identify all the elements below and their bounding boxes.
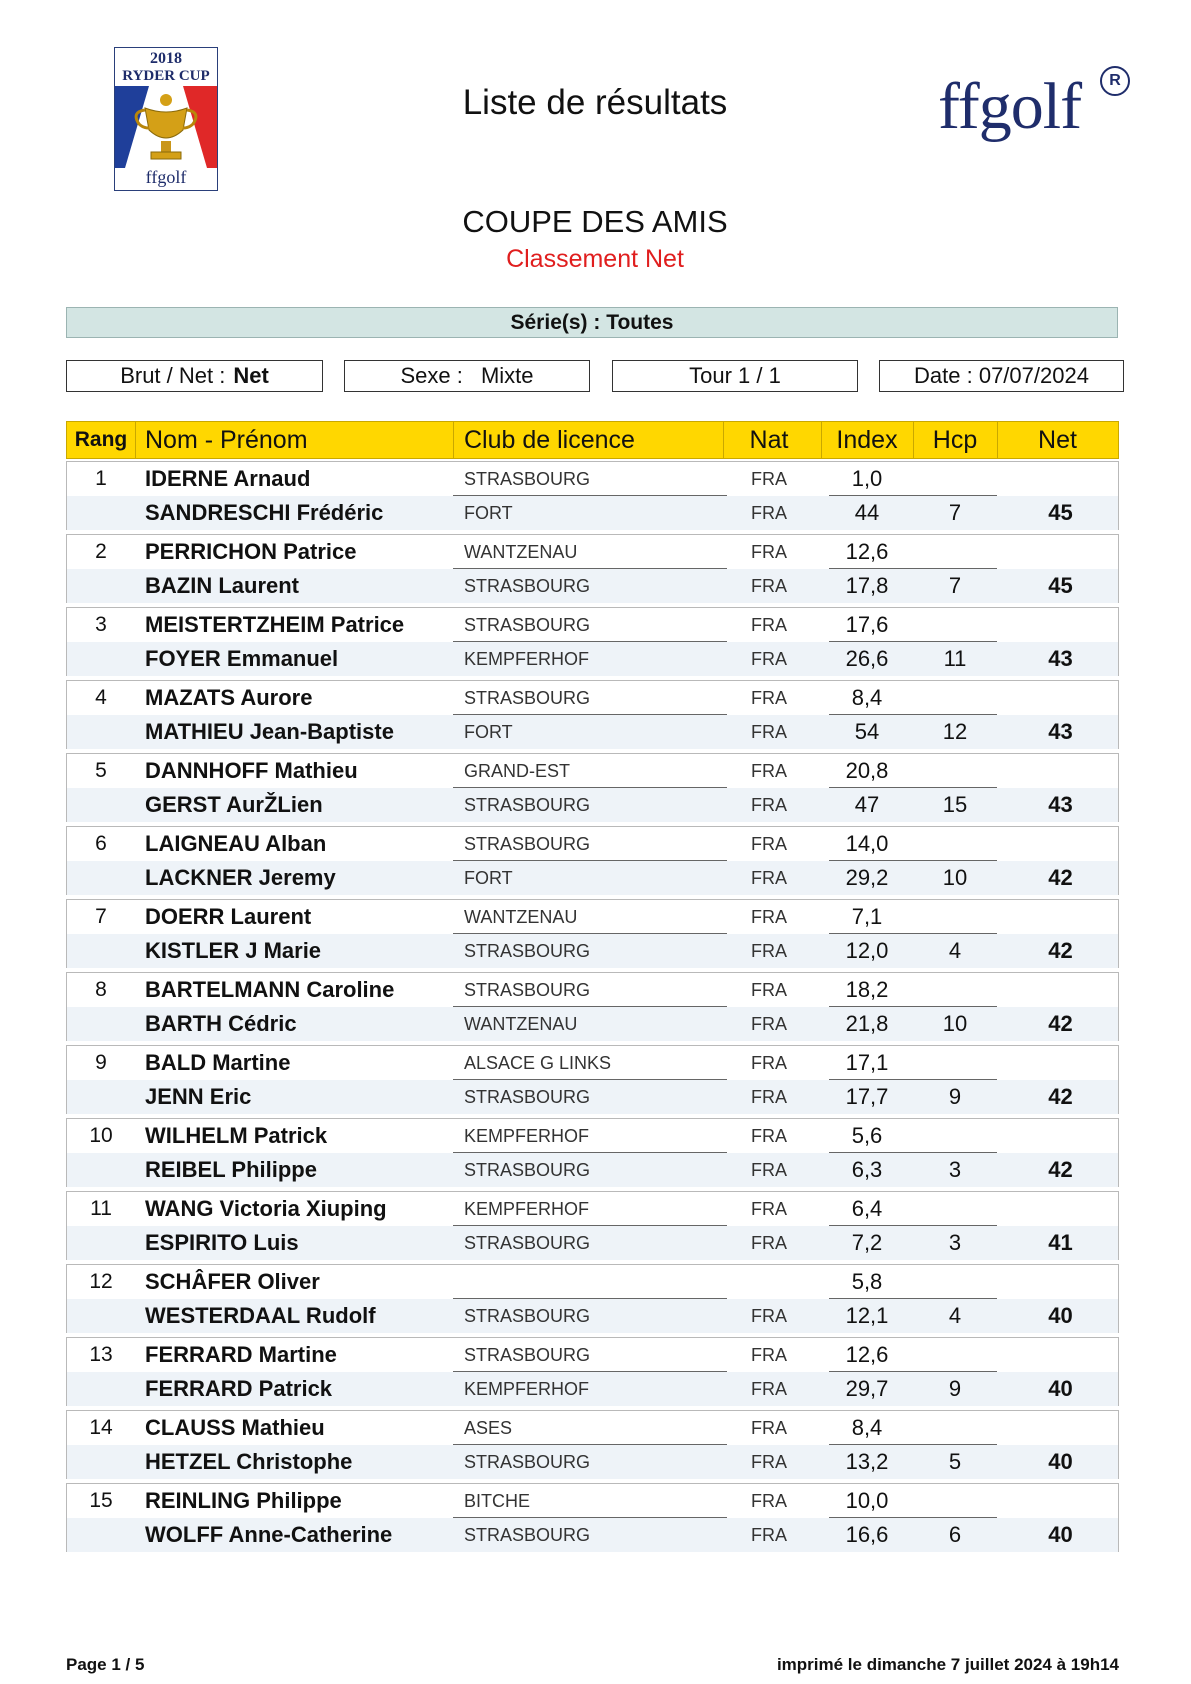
cell-index: 26,6 (845, 646, 889, 671)
cell-club: KEMPFERHOF (464, 649, 590, 669)
cell-rang: 14 (89, 1416, 113, 1439)
table-row (67, 754, 1118, 788)
cell-nat: FRA (751, 1379, 787, 1399)
cell-club: KEMPFERHOF (464, 1126, 590, 1146)
filter-sexe (344, 360, 590, 392)
result-group (66, 461, 1119, 530)
cell-player-name: SANDRESCHI Frédéric (145, 500, 384, 525)
cell-net: 43 (1048, 719, 1073, 744)
cell-rang: 13 (89, 1343, 113, 1366)
cell-nat: FRA (751, 1525, 787, 1545)
cell-club: FORT (464, 868, 513, 888)
cell-club: STRASBOURG (464, 1452, 591, 1472)
cell-net: 43 (1048, 646, 1073, 671)
cell-player-name: CLAUSS Mathieu (145, 1415, 325, 1440)
cell-index: 7,2 (851, 1230, 883, 1255)
cell-nat: FRA (751, 980, 787, 1000)
cell-rang: 1 (95, 467, 107, 490)
cell-net: 40 (1048, 1522, 1073, 1547)
table-row (67, 1518, 1118, 1552)
table-row (67, 1411, 1118, 1445)
cell-club: WANTZENAU (464, 1014, 578, 1034)
cell-player-name: SCHÂFER Oliver (145, 1269, 320, 1294)
filter-sexe-label: Sexe : (400, 363, 463, 388)
cell-rang: 11 (90, 1197, 112, 1220)
cell-net: 40 (1048, 1449, 1073, 1474)
table-row (67, 861, 1118, 895)
cell-index: 12,0 (845, 938, 889, 963)
cell-club: KEMPFERHOF (464, 1379, 590, 1399)
table-header (66, 421, 1119, 459)
cell-nat: FRA (751, 1345, 787, 1365)
cell-player-name: BALD Martine (145, 1050, 291, 1075)
cell-index: 21,8 (845, 1011, 889, 1036)
logo-ffgolf-text: ffgolf (145, 167, 187, 187)
cell-nat: FRA (751, 469, 787, 489)
cell-net: 41 (1048, 1230, 1073, 1255)
cell-player-name: WILHELM Patrick (145, 1123, 328, 1148)
cell-nat: FRA (751, 868, 787, 888)
table-row (67, 1372, 1118, 1406)
cell-nat: FRA (751, 1160, 787, 1180)
col-name: Nom - Prénom (145, 426, 308, 454)
cell-hcp: 7 (948, 500, 962, 525)
cell-net: 45 (1048, 573, 1073, 598)
cell-player-name: IDERNE Arnaud (145, 466, 311, 491)
cell-nat: FRA (751, 722, 787, 742)
cell-rang: 12 (89, 1270, 113, 1293)
cell-hcp: 9 (948, 1084, 962, 1109)
cell-index: 44 (854, 500, 880, 525)
cell-hcp: 11 (943, 646, 967, 671)
cell-club: ASES (464, 1418, 513, 1438)
cell-nat: FRA (751, 1452, 787, 1472)
cell-player-name: FERRARD Martine (145, 1342, 337, 1367)
cell-net: 40 (1048, 1303, 1073, 1328)
ryder-cup-logo (114, 47, 218, 191)
result-group (66, 680, 1119, 749)
cell-index: 54 (854, 719, 880, 744)
cell-hcp: 4 (948, 938, 962, 963)
cell-rang: 4 (95, 686, 107, 709)
cell-nat: FRA (751, 503, 787, 523)
cell-net: 42 (1048, 865, 1073, 890)
cell-net: 42 (1048, 938, 1073, 963)
filter-brut-net-value: Net (233, 363, 269, 388)
table-row (67, 1226, 1118, 1260)
result-group (66, 1191, 1119, 1260)
cell-nat: FRA (751, 688, 787, 708)
cell-nat (729, 1265, 809, 1299)
filter-brut-net (66, 360, 323, 392)
cell-nat: FRA (751, 1491, 787, 1511)
result-group (66, 1118, 1119, 1187)
series-bar: Série(s) : Toutes (66, 307, 1118, 338)
col-index: Index (836, 426, 898, 454)
cell-player-name: DOERR Laurent (145, 904, 312, 929)
cell-nat: FRA (751, 1014, 787, 1034)
cell-index: 17,6 (845, 612, 889, 637)
table-row (67, 1484, 1118, 1518)
cell-player-name: HETZEL Christophe (145, 1449, 353, 1474)
cell-net: 42 (1048, 1084, 1073, 1109)
cell-nat: FRA (751, 1233, 787, 1253)
col-hcp: Hcp (932, 426, 978, 454)
cell-hcp: 3 (948, 1157, 962, 1182)
cell-index: 8,4 (851, 685, 883, 710)
cell-club: STRASBOURG (464, 576, 591, 596)
results-table (66, 421, 1119, 1552)
cell-club: FORT (464, 722, 513, 742)
cell-club: STRASBOURG (464, 615, 591, 635)
table-row (67, 1265, 1118, 1299)
cell-nat: FRA (751, 1199, 787, 1219)
cell-club: STRASBOURG (464, 1525, 591, 1545)
table-row (67, 608, 1118, 642)
cell-rang: 2 (95, 540, 107, 563)
result-group (66, 753, 1119, 822)
col-rang: Rang (74, 428, 128, 451)
cell-hcp: 12 (942, 719, 968, 744)
result-group (66, 899, 1119, 968)
table-row (67, 1445, 1118, 1479)
result-group (66, 1483, 1119, 1552)
cell-player-name: REINLING Philippe (145, 1488, 342, 1513)
cell-index: 13,2 (845, 1449, 889, 1474)
table-row (67, 496, 1118, 530)
cell-nat: FRA (751, 1053, 787, 1073)
cell-net: 43 (1048, 792, 1073, 817)
cell-club: FORT (464, 503, 513, 523)
cell-player-name: BAZIN Laurent (145, 573, 299, 598)
cell-hcp: 9 (948, 1376, 962, 1401)
cell-club: STRASBOURG (464, 688, 591, 708)
filter-date: Date : 07/07/2024 (879, 360, 1124, 392)
table-row (67, 788, 1118, 822)
cell-player-name: REIBEL Philippe (145, 1157, 317, 1182)
page-number: Page 1 / 5 (66, 1655, 145, 1674)
result-group (66, 607, 1119, 676)
cell-index: 6,4 (851, 1196, 883, 1221)
cell-index: 12,1 (845, 1303, 889, 1328)
table-row (67, 1007, 1118, 1041)
table-row (67, 642, 1118, 676)
cell-player-name: WOLFF Anne-Catherine (145, 1522, 393, 1547)
logo-ryder-cup-text: RYDER CUP (122, 68, 210, 84)
table-row (67, 934, 1118, 968)
cell-nat: FRA (751, 649, 787, 669)
cell-index: 17,7 (845, 1084, 889, 1109)
result-group (66, 1337, 1119, 1406)
result-group (66, 1410, 1119, 1479)
cell-index: 29,2 (845, 865, 889, 890)
cell-player-name: LACKNER Jeremy (145, 865, 336, 890)
table-row (67, 900, 1118, 934)
cell-index: 29,7 (845, 1376, 889, 1401)
cell-rang: 9 (95, 1051, 107, 1074)
cell-player-name: FERRARD Patrick (145, 1376, 333, 1401)
cell-player-name: WANG Victoria Xiuping (145, 1196, 387, 1221)
cell-nat: FRA (751, 576, 787, 596)
cell-hcp: 6 (948, 1522, 962, 1547)
cell-hcp: 10 (942, 1011, 968, 1036)
cell-nat: FRA (751, 615, 787, 635)
table-row (67, 681, 1118, 715)
cell-hcp: 10 (942, 865, 968, 890)
trophy-icon (115, 86, 217, 168)
cell-nat: FRA (751, 907, 787, 927)
cell-club: STRASBOURG (464, 1345, 591, 1365)
cell-index: 17,1 (845, 1050, 889, 1075)
cell-index: 17,8 (845, 573, 889, 598)
filter-sexe-value: Mixte (480, 363, 534, 388)
col-net: Net (1038, 426, 1077, 454)
cell-index: 8,4 (851, 1415, 883, 1440)
result-group (66, 534, 1119, 603)
cell-hcp: 7 (948, 573, 962, 598)
cell-player-name: MEISTERTZHEIM Patrice (145, 612, 405, 637)
table-row (67, 535, 1118, 569)
cell-net: 42 (1048, 1011, 1073, 1036)
cell-index: 12,6 (845, 539, 889, 564)
ffgolf-logo-text: ffgolf (938, 70, 1082, 143)
filter-tour: Tour 1 / 1 (612, 360, 858, 392)
cell-index: 1,0 (851, 466, 883, 491)
table-row (67, 1192, 1118, 1226)
cell-player-name: BARTH Cédric (145, 1011, 297, 1036)
cell-player-name: PERRICHON Patrice (145, 539, 357, 564)
cell-rang: 10 (89, 1124, 113, 1147)
cell-rang: 6 (95, 832, 107, 855)
result-group (66, 972, 1119, 1041)
table-row (67, 1153, 1118, 1187)
cell-rang: 15 (89, 1489, 113, 1512)
cell-player-name: MAZATS Aurore (145, 685, 313, 710)
cell-index: 47 (854, 792, 880, 817)
cell-hcp: 3 (948, 1230, 962, 1255)
ffgolf-logo (938, 70, 1121, 143)
cell-player-name: BARTELMANN Caroline (145, 977, 395, 1002)
cell-nat: FRA (751, 1306, 787, 1326)
cell-club: STRASBOURG (464, 1306, 591, 1326)
cell-rang: 7 (95, 905, 107, 928)
table-row (67, 1119, 1118, 1153)
event-title: COUPE DES AMIS (462, 204, 728, 239)
table-row (67, 462, 1118, 496)
cell-club: WANTZENAU (464, 542, 578, 562)
cell-club: BITCHE (464, 1491, 531, 1511)
cell-player-name: MATHIEU Jean-Baptiste (145, 719, 394, 744)
cell-index: 5,8 (851, 1269, 883, 1294)
cell-hcp: 5 (948, 1449, 962, 1474)
cell-index: 10,0 (845, 1488, 889, 1513)
cell-club: GRAND-EST (464, 761, 571, 781)
table-row (67, 1080, 1118, 1114)
cell-index: 6,3 (851, 1157, 883, 1182)
print-date: imprimé le dimanche 7 juillet 2024 à 19h14 (776, 1655, 1119, 1674)
logo-year: 2018 (150, 50, 182, 67)
cell-net: 40 (1048, 1376, 1073, 1401)
cell-index: 5,6 (851, 1123, 883, 1148)
cell-club: STRASBOURG (464, 834, 591, 854)
cell-club: STRASBOURG (464, 469, 591, 489)
cell-index: 16,6 (845, 1522, 889, 1547)
cell-player-name: WESTERDAAL Rudolf (145, 1303, 376, 1328)
cell-club: KEMPFERHOF (464, 1199, 590, 1219)
cell-index: 7,1 (851, 904, 883, 929)
cell-hcp: 15 (942, 792, 968, 817)
table-row (67, 827, 1118, 861)
result-group (66, 1264, 1119, 1333)
cell-nat: FRA (751, 1126, 787, 1146)
cell-player-name: DANNHOFF Mathieu (145, 758, 358, 783)
cell-rang: 8 (95, 978, 107, 1001)
cell-club: STRASBOURG (464, 1233, 591, 1253)
event-subtitle: Classement Net (506, 245, 684, 273)
cell-club: WANTZENAU (464, 907, 578, 927)
cell-net: 42 (1048, 1157, 1073, 1182)
document-title: Liste de résultats (462, 83, 728, 122)
cell-index: 14,0 (845, 831, 889, 856)
cell-player-name: FOYER Emmanuel (145, 646, 339, 671)
cell-rang: 3 (95, 613, 107, 636)
cell-index: 18,2 (845, 977, 889, 1002)
cell-net: 45 (1048, 500, 1073, 525)
cell-nat: FRA (751, 1087, 787, 1107)
table-row (67, 1338, 1118, 1372)
cell-club: STRASBOURG (464, 941, 591, 961)
table-row (67, 973, 1118, 1007)
col-nat: Nat (749, 426, 789, 454)
cell-nat: FRA (751, 761, 787, 781)
cell-player-name: LAIGNEAU Alban (145, 831, 327, 856)
cell-rang: 5 (95, 759, 107, 782)
cell-player-name: GERST AurŽLien (145, 792, 323, 817)
table-row (67, 1299, 1118, 1333)
cell-nat: FRA (751, 1418, 787, 1438)
cell-club: STRASBOURG (464, 1087, 591, 1107)
filter-brut-net-label: Brut / Net : (120, 363, 226, 388)
cell-hcp: 4 (948, 1303, 962, 1328)
result-group (66, 1045, 1119, 1114)
cell-club: STRASBOURG (464, 795, 591, 815)
cell-nat: FRA (751, 941, 787, 961)
cell-player-name: KISTLER J Marie (145, 938, 322, 963)
registered-icon: R (1100, 66, 1130, 96)
cell-nat: FRA (751, 542, 787, 562)
cell-index: 20,8 (845, 758, 889, 783)
cell-nat: FRA (751, 795, 787, 815)
col-club: Club de licence (464, 426, 635, 454)
cell-nat: FRA (751, 834, 787, 854)
table-row (67, 1046, 1118, 1080)
cell-player-name: JENN Eric (145, 1084, 252, 1109)
table-row (67, 715, 1118, 749)
table-row (67, 569, 1118, 603)
cell-club: ALSACE G LINKS (464, 1053, 612, 1073)
cell-club: STRASBOURG (464, 980, 591, 1000)
cell-club: STRASBOURG (464, 1160, 591, 1180)
cell-index: 12,6 (845, 1342, 889, 1367)
cell-player-name: ESPIRITO Luis (145, 1230, 299, 1255)
result-group (66, 826, 1119, 895)
